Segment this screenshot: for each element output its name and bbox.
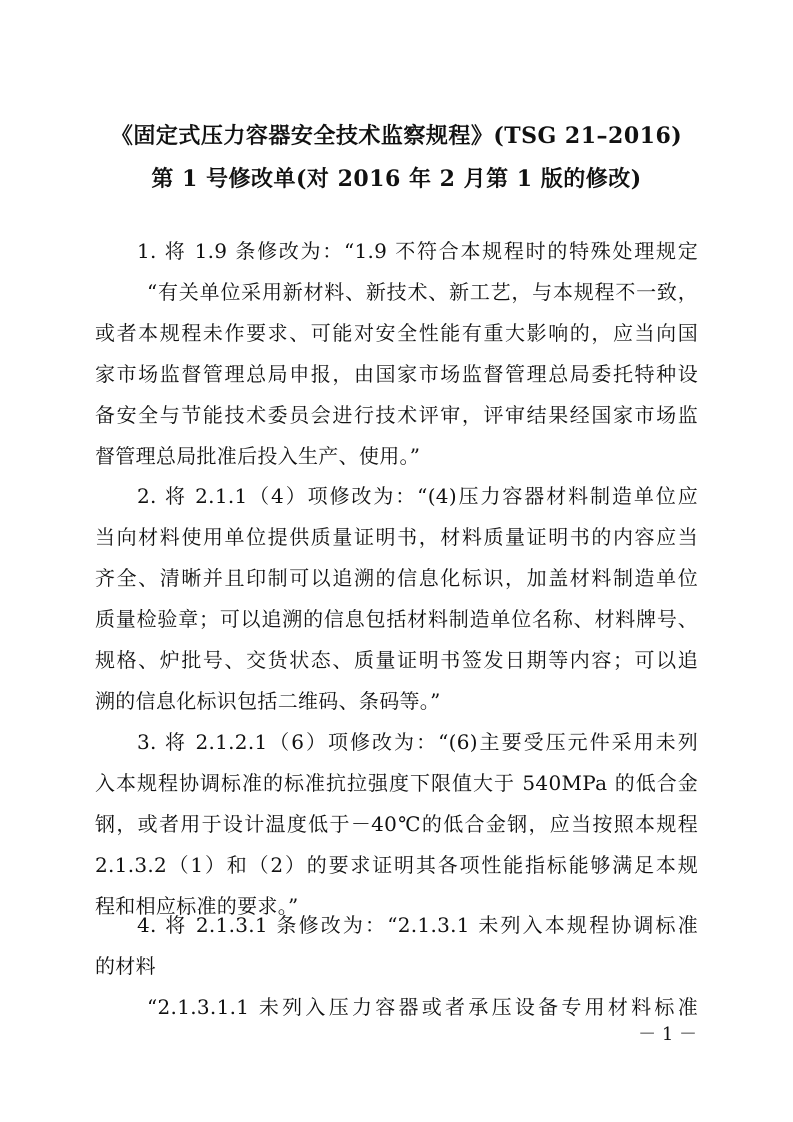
item-1-line: “有关单位采用新材料、新技术、新工艺，与本规程不一致， <box>147 280 698 304</box>
item-3-heading: 3. 将 2.1.2.1（6）项修改为：“(6)主要受压元件采用未列 <box>137 730 698 754</box>
item-4-line: 的材料 <box>95 954 156 978</box>
item-1-line: 家市场监督管理总局申报，由国家市场监督管理总局委托特种设 <box>95 362 698 386</box>
item-2-heading: 2. 将 2.1.1（4）项修改为：“(4)压力容器材料制造单位应 <box>137 484 698 508</box>
item-2-line: 当向材料使用单位提供质量证明书，材料质量证明书的内容应当 <box>95 525 698 549</box>
item-2-line: 质量检验章；可以追溯的信息包括材料制造单位名称、材料牌号、 <box>95 607 698 631</box>
item-3-line: 程和相应标准的要求。” <box>95 894 299 918</box>
item-3-line: 2.1.3.2（1）和（2）的要求证明其各项性能指标能够满足本规 <box>95 853 698 877</box>
document-title-line-1: 《固定式压力容器安全技术监察规程》(TSG 21–2016) <box>110 123 683 149</box>
item-4-subheading: “2.1.3.1.1 未列入压力容器或者承压设备专用材料标准 <box>147 995 698 1019</box>
item-1-heading: 1. 将 1.9 条修改为：“1.9 不符合本规程时的特殊处理规定 <box>137 239 698 263</box>
item-1-line: 督管理总局批准后投入生产、使用。” <box>95 444 421 468</box>
item-1-line: 备安全与节能技术委员会进行技术评审，评审结果经国家市场监 <box>95 403 698 427</box>
item-3-line: 入本规程协调标准的标准抗拉强度下限值大于 540MPa 的低合金 <box>95 771 698 795</box>
item-4-heading: 4. 将 2.1.3.1 条修改为：“2.1.3.1 未列入本规程协调标准 <box>137 913 698 937</box>
page-number: － 1 － <box>638 1024 697 1045</box>
item-1-line: 或者本规程未作要求、可能对安全性能有重大影响的，应当向国 <box>95 321 698 345</box>
item-2-line: 溯的信息化标识包括二维码、条码等。” <box>95 689 441 713</box>
item-2-line: 规格、炉批号、交货状态、质量证明书签发日期等内容；可以追 <box>95 648 698 672</box>
item-3-line: 钢，或者用于设计温度低于－40℃的低合金钢，应当按照本规程 <box>95 812 698 836</box>
item-2-line: 齐全、清晰并且印制可以追溯的信息化标识，加盖材料制造单位 <box>95 566 698 590</box>
document-title-line-2: 第 1 号修改单(对 2016 年 2 月第 1 版的修改) <box>151 166 642 192</box>
